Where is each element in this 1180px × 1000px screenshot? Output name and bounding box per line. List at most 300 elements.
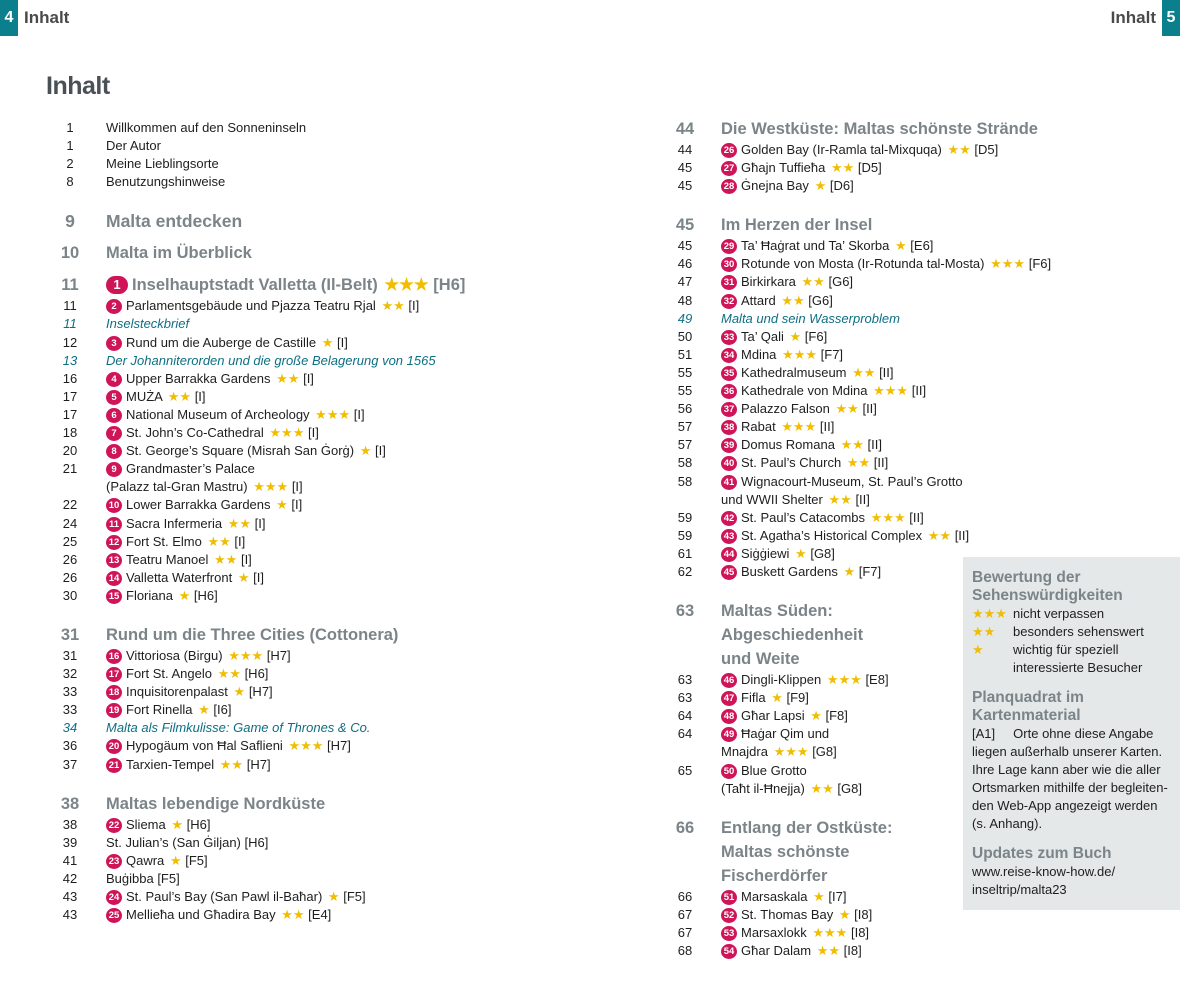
toc-entry[interactable] <box>50 587 610 605</box>
sight-number-badge: 32 <box>721 294 737 309</box>
spacer <box>50 605 610 623</box>
map-grid-ref: [F8] <box>825 708 848 724</box>
toc-title: Floriana <box>126 587 173 603</box>
map-grid-ref: [F6] <box>1028 256 1052 272</box>
toc-entry[interactable] <box>665 255 1180 273</box>
sight-number-badge: 28 <box>721 179 737 194</box>
toc-page-number: 57 <box>677 437 693 453</box>
toc-entry[interactable] <box>50 406 610 424</box>
toc-title: Teatru Manoel <box>126 551 209 567</box>
map-grid-ref: [E8] <box>865 672 889 688</box>
toc-entry[interactable] <box>665 346 1180 364</box>
sight-number-badge: 39 <box>721 438 737 453</box>
rating-stars-icon: ★★★ <box>870 509 906 525</box>
map-grid-ref: [I] <box>353 406 365 422</box>
toc-entry[interactable] <box>50 816 610 834</box>
legend-text: nicht verpassen <box>1013 606 1105 621</box>
toc-entry[interactable] <box>665 237 1180 255</box>
toc-page-number: 1 <box>66 138 74 154</box>
rating-stars-icon: ★★★ <box>315 406 351 422</box>
map-grid-ref: [I] <box>408 298 420 314</box>
toc-title: Rund um die Auberge de Castille <box>126 334 317 350</box>
toc-section-heading[interactable] <box>665 213 1180 237</box>
rating-stars-icon: ★★ <box>781 292 805 308</box>
spacer <box>50 265 610 273</box>
rating-stars-icon: ★★ <box>219 756 244 772</box>
map-grid-ref: [H6] <box>193 587 218 603</box>
toc-entry-text <box>106 756 271 774</box>
toc-entry[interactable] <box>50 533 610 551</box>
toc-entry[interactable] <box>665 310 1180 328</box>
sight-number-badge: 33 <box>721 330 737 345</box>
toc-entry-text <box>106 388 206 406</box>
map-grid-ref: [H6] <box>244 666 269 682</box>
toc-entry-text <box>721 888 846 906</box>
toc-page-number: 18 <box>62 425 78 441</box>
toc-entry[interactable] <box>50 155 610 173</box>
toc-entry-text <box>106 852 208 870</box>
toc-section-heading[interactable] <box>50 792 610 816</box>
toc-entry[interactable] <box>665 924 1180 942</box>
toc-entry[interactable] <box>50 515 610 533</box>
toc-entry[interactable] <box>50 870 610 888</box>
spacer <box>50 233 610 241</box>
map-grid-ref: [I6] <box>213 702 232 718</box>
toc-title: St. Paul’s Catacombs <box>741 509 866 525</box>
toc-entry-text <box>106 647 291 665</box>
toc-entry[interactable] <box>50 119 610 137</box>
toc-entry-text <box>721 707 848 725</box>
toc-entry[interactable] <box>50 496 610 514</box>
map-grid-ref: [I] <box>375 443 386 459</box>
toc-title: Golden Bay (Ir-Ramla tal-Mixquqa) <box>741 142 942 157</box>
toc-entry[interactable] <box>665 177 1180 195</box>
toc-entry-text <box>721 310 900 328</box>
toc-entry-text <box>721 689 809 707</box>
toc-page-number: 45 <box>677 178 693 194</box>
toc-title: Malta entdecken <box>106 211 243 232</box>
toc-entry[interactable] <box>665 400 1180 418</box>
toc-entry[interactable] <box>50 888 610 906</box>
legend-text: besonders sehenswert <box>1013 624 1144 639</box>
toc-title: Mnajdra <box>721 744 768 760</box>
rating-stars-icon: ★★ <box>830 160 855 176</box>
toc-title: Malta als Filmkulisse: Game of Thrones & Co. <box>106 720 371 736</box>
rating-stars-icon: ★ <box>321 334 334 350</box>
toc-entry-text <box>106 496 302 514</box>
map-grid-ref: [I] <box>240 551 252 567</box>
sight-number-badge: 4 <box>106 372 122 387</box>
rating-stars-icon: ★ <box>198 702 210 718</box>
toc-page-number: 63 <box>677 690 693 706</box>
sight-number-badge: 44 <box>721 547 737 562</box>
toc-title: und Weite <box>721 650 800 669</box>
map-grid-ref: [I] <box>291 479 303 495</box>
right-running-title: Inhalt <box>1110 8 1156 27</box>
rating-stars-icon: ★★ <box>840 437 864 453</box>
toc-page-number: 64 <box>677 708 693 724</box>
toc-entry[interactable] <box>665 418 1180 436</box>
toc-page-number: 21 <box>62 461 78 477</box>
rating-stars-icon <box>972 659 1013 677</box>
toc-title: Grandmaster’s Palace <box>126 461 255 477</box>
toc-page-number: 8 <box>66 174 74 190</box>
right-page-header <box>1105 0 1180 36</box>
toc-entry-text <box>106 551 252 569</box>
rating-stars-icon: ★★★ <box>990 256 1026 272</box>
updates-url-line[interactable]: inseltrip/malta23 <box>972 882 1067 897</box>
rating-stars-icon: ★ <box>327 889 340 904</box>
rating-stars-icon: ★★★ <box>782 346 818 362</box>
map-grid-ref: [D5] <box>974 142 999 157</box>
toc-page-number: 26 <box>62 569 78 585</box>
toc-entry[interactable] <box>50 719 610 737</box>
page-title: Inhalt <box>46 72 110 100</box>
toc-title: Għajn Tuffieħa <box>741 160 826 176</box>
toc-page-number: 20 <box>62 443 78 459</box>
toc-page-number: 9 <box>65 211 75 232</box>
toc-section-heading[interactable] <box>50 623 610 647</box>
rating-stars-icon: ★★★ <box>773 744 809 760</box>
rating-stars-icon: ★★ <box>281 907 305 923</box>
updates-url-line[interactable]: www.reise-know-how.de/ <box>972 864 1116 879</box>
toc-entry-text <box>721 292 833 310</box>
sight-number-badge: 31 <box>721 275 737 290</box>
toc-entry-text <box>106 155 219 173</box>
rating-stars-icon: ★★ <box>276 370 300 386</box>
toc-entry[interactable] <box>50 569 610 587</box>
toc-entry[interactable] <box>50 478 610 496</box>
toc-page-number: 12 <box>62 334 78 350</box>
toc-section-heading[interactable] <box>665 117 1180 141</box>
toc-entry[interactable] <box>50 551 610 569</box>
legend-row <box>972 659 1171 677</box>
sight-number-badge: 14 <box>106 571 122 586</box>
toc-entry[interactable] <box>665 273 1180 291</box>
map-grid-ref: [F6] <box>804 328 828 344</box>
toc-title: Għar Lapsi <box>741 708 805 724</box>
toc-title: St. George’s Square (Misrah San Ġorġ) <box>126 443 355 459</box>
toc-page-number: 62 <box>677 563 693 579</box>
toc-title: Entlang der Ostküste: <box>721 818 893 837</box>
map-grid-ref: [G8] <box>810 545 835 561</box>
toc-entry-text <box>106 315 189 333</box>
toc-page-number: 33 <box>62 684 78 700</box>
rating-stars-icon: ★ <box>813 888 825 904</box>
toc-entry[interactable] <box>665 436 1180 454</box>
toc-title: Mdina <box>741 346 777 362</box>
toc-entry[interactable] <box>50 701 610 719</box>
toc-entry[interactable] <box>665 382 1180 400</box>
sight-number-badge: 13 <box>106 553 122 568</box>
toc-title: St. Agatha’s Historical Complex <box>741 527 923 543</box>
toc-page-number: 39 <box>62 834 78 850</box>
sight-number-badge: 19 <box>106 703 122 718</box>
spacer <box>50 774 610 792</box>
map-grid-ref: [G8] <box>837 780 862 796</box>
map-grid-ref: [E4] <box>308 907 332 923</box>
sight-number-badge: 53 <box>721 926 737 941</box>
rating-stars-icon: ★ <box>359 443 372 459</box>
rating-legend <box>972 605 1171 677</box>
toc-title: Im Herzen der Insel <box>721 216 873 235</box>
sight-number-badge: 3 <box>106 336 122 351</box>
toc-title: Marsaxlokk <box>741 924 807 940</box>
toc-entry-text <box>106 297 419 315</box>
map-grid-ref: [G6] <box>828 274 854 290</box>
sight-number-badge: 46 <box>721 673 737 688</box>
toc-title: Meine Lieblingsorte <box>106 156 219 172</box>
toc-title: Inquisitorenpalast <box>126 684 228 700</box>
toc-entry-text <box>721 725 829 743</box>
toc-page-number: 42 <box>62 870 78 886</box>
toc-page-number: 59 <box>677 509 693 525</box>
toc-section-heading[interactable] <box>50 273 610 297</box>
toc-entry[interactable] <box>50 683 610 701</box>
toc-entry[interactable] <box>665 527 1180 545</box>
right-page-number: 5 <box>1162 0 1180 36</box>
toc-entry-text <box>106 137 161 155</box>
rating-stars-icon: ★ <box>771 690 783 706</box>
toc-entry[interactable] <box>50 137 610 155</box>
toc-title: Ġnejna Bay <box>741 178 809 194</box>
toc-entry[interactable] <box>50 297 610 315</box>
sight-number-badge: 6 <box>106 408 122 423</box>
sight-number-badge: 22 <box>106 818 122 833</box>
toc-page-number: 11 <box>61 276 79 295</box>
toc-title: Maltas schönste <box>721 842 850 861</box>
toc-entry[interactable] <box>50 370 610 388</box>
sight-number-badge: 40 <box>721 456 737 471</box>
toc-entry[interactable] <box>50 334 610 352</box>
toc-entry-text <box>106 241 252 265</box>
toc-page-number: 49 <box>677 310 693 326</box>
toc-entry[interactable] <box>50 834 610 852</box>
toc-entry-text <box>106 370 314 388</box>
toc-entry[interactable] <box>50 424 610 442</box>
toc-title: Sliema <box>126 816 166 832</box>
sight-number-badge: 23 <box>106 854 122 869</box>
toc-entry[interactable] <box>50 852 610 870</box>
toc-title: Fort St. Angelo <box>126 666 212 682</box>
sight-number-badge: 27 <box>721 161 737 176</box>
toc-page-number: 45 <box>675 216 695 235</box>
sight-number-badge: 42 <box>721 511 737 526</box>
sight-number-badge: 26 <box>721 143 737 158</box>
toc-title: Fischerdörfer <box>721 866 828 885</box>
toc-title: St. Julian’s (San Ġiljan) [H6] <box>106 834 269 850</box>
toc-entry-text <box>721 743 837 761</box>
rating-stars-icon: ★★★ <box>781 419 817 435</box>
toc-entry-text <box>106 209 242 233</box>
toc-page-number: 63 <box>677 672 693 688</box>
map-grid-ref: [II] <box>879 364 894 380</box>
toc-entry-text <box>721 545 835 563</box>
toc-entry[interactable] <box>665 454 1180 472</box>
toc-page-number: 68 <box>677 943 693 958</box>
rating-stars-icon: ★ <box>838 906 851 922</box>
map-grid-ref: [I8] <box>854 906 873 922</box>
toc-entry-text <box>106 515 266 533</box>
toc-title: Hypogäum von Ħal Saflieni <box>126 738 283 754</box>
toc-entry-text <box>721 237 933 255</box>
toc-title: Inselsteckbrief <box>106 316 190 332</box>
toc-title: Buskett Gardens <box>741 563 838 579</box>
toc-title: Abgeschiedenheit <box>721 626 864 645</box>
toc-page-number: 55 <box>677 364 693 380</box>
map-grid-ref: [II] <box>862 401 877 417</box>
toc-entry[interactable] <box>50 388 610 406</box>
rating-stars-icon: ★★ <box>227 515 252 531</box>
toc-entry-text <box>106 533 245 551</box>
toc-entry[interactable] <box>665 141 1180 159</box>
grid-line-text: liegen außerhalb unserer Karten. <box>972 744 1163 759</box>
toc-left-column <box>50 119 610 924</box>
toc-page-number: 30 <box>62 587 78 603</box>
toc-title: Blue Grotto <box>741 762 807 778</box>
sight-number-badge: 47 <box>721 691 737 706</box>
toc-page-number: 44 <box>675 120 695 138</box>
rating-stars-icon: ★★ <box>846 455 871 471</box>
toc-entry-text <box>721 273 853 291</box>
sight-number-badge: 52 <box>721 908 737 923</box>
toc-page-number: 55 <box>677 383 693 399</box>
left-page-header <box>0 0 75 36</box>
toc-title: Wignacourt-Museum, St. Paul’s Grotto <box>741 473 963 489</box>
grid-line-text: [A1] Orte ohne diese Angabe <box>972 726 1154 741</box>
toc-entry-text <box>721 924 869 942</box>
toc-entry[interactable] <box>665 942 1180 960</box>
toc-entry[interactable] <box>665 491 1180 509</box>
toc-section-heading[interactable] <box>50 209 610 233</box>
rating-stars-icon: ★ <box>810 708 822 724</box>
map-grid-ref: [F9] <box>786 690 809 706</box>
toc-entry[interactable] <box>665 364 1180 382</box>
rating-stars-icon: ★ <box>169 852 182 868</box>
toc-page-number: 17 <box>62 406 78 422</box>
sight-number-badge: 9 <box>106 462 122 477</box>
toc-title: Palazzo Falson <box>741 401 830 417</box>
map-grid-ref: [II] <box>819 419 835 435</box>
toc-entry-text <box>721 400 877 418</box>
sight-number-badge: 1 <box>106 276 128 294</box>
toc-entry-text <box>106 119 306 137</box>
toc-page-number: 10 <box>60 244 80 263</box>
toc-entry-text <box>721 364 894 382</box>
toc-title: Ta’ Ħaġrat und Ta’ Skorba <box>741 238 890 254</box>
toc-entry-text <box>106 683 273 701</box>
toc-title: (Taħt il-Ħnejja) <box>721 780 805 796</box>
toc-entry[interactable] <box>50 756 610 774</box>
toc-title: Der Autor <box>106 138 161 154</box>
map-grid-ref: [H7] <box>248 684 273 700</box>
toc-title: Kathedrale von Mdina <box>741 383 868 399</box>
toc-entry[interactable] <box>50 647 610 665</box>
toc-entry-text <box>721 328 827 346</box>
toc-entry-text <box>106 569 264 587</box>
map-grid-ref: [G8] <box>812 744 837 760</box>
toc-page-number: 43 <box>62 889 78 904</box>
toc-entry[interactable] <box>50 906 610 924</box>
toc-entry[interactable] <box>50 737 610 755</box>
map-grid-ref: [II] <box>909 509 924 525</box>
toc-title: Domus Romana <box>741 437 835 453</box>
toc-entry[interactable] <box>50 173 610 191</box>
rating-stars-icon: ★ <box>178 587 191 603</box>
toc-title: Maltas Süden: <box>721 602 833 621</box>
toc-entry-text <box>721 382 926 400</box>
sight-number-badge: 17 <box>106 667 122 682</box>
toc-page-number: 34 <box>62 720 78 736</box>
legend-text: wichtig für speziell <box>1013 642 1119 657</box>
toc-page-number: 47 <box>677 274 693 290</box>
toc-title: MUŻA <box>126 388 163 404</box>
toc-entry-text <box>721 213 872 237</box>
toc-entry-text <box>106 834 268 852</box>
map-grid-ref: [I] <box>303 370 314 386</box>
map-grid-ref: [H7] <box>266 647 291 663</box>
toc-entry-text <box>106 737 351 755</box>
toc-entry-text <box>721 527 969 545</box>
spacer <box>665 195 1180 213</box>
toc-entry[interactable] <box>50 665 610 683</box>
toc-entry-text <box>721 141 998 159</box>
sight-number-badge: 50 <box>721 764 737 779</box>
left-running-title: Inhalt <box>24 8 70 27</box>
rating-stars-icon: ★★ <box>816 943 841 958</box>
toc-entry-text <box>721 816 892 840</box>
toc-page-number: 67 <box>677 906 693 922</box>
rating-stars-icon: ★★ <box>972 624 996 639</box>
toc-entry-text <box>721 906 872 924</box>
toc-title: St. Thomas Bay <box>741 906 834 922</box>
toc-entry[interactable] <box>665 509 1180 527</box>
toc-title: Maltas lebendige Nordküste <box>106 794 326 813</box>
sight-number-badge: 45 <box>721 565 737 580</box>
toc-page-number: 66 <box>677 888 693 904</box>
toc-entry-text <box>721 177 854 195</box>
toc-title: Fort St. Elmo <box>126 533 202 549</box>
toc-entry[interactable] <box>50 460 610 478</box>
toc-title: Marsaskala <box>741 888 808 904</box>
toc-title: Rotunde von Mosta (Ir-Rotunda tal-Mosta) <box>741 256 985 272</box>
toc-section-heading[interactable] <box>50 241 610 265</box>
sight-number-badge: 30 <box>721 257 737 272</box>
sight-number-badge: 8 <box>106 444 122 459</box>
rating-stars-icon: ★★ <box>801 274 825 290</box>
toc-page-number: 24 <box>62 515 78 531</box>
rating-stars-icon: ★★★ <box>253 479 289 495</box>
legend-row <box>972 605 1171 623</box>
toc-entry[interactable] <box>50 442 610 460</box>
toc-title: Willkommen auf den Sonneninseln <box>106 120 307 135</box>
toc-entry[interactable] <box>50 352 610 370</box>
toc-entry[interactable] <box>665 292 1180 310</box>
toc-page-number: 44 <box>677 142 693 157</box>
updates-link[interactable] <box>972 863 1171 899</box>
toc-entry[interactable] <box>665 159 1180 177</box>
toc-title: (Palazz tal-Gran Mastru) <box>106 479 248 495</box>
toc-entry[interactable] <box>50 315 610 333</box>
toc-entry[interactable] <box>665 328 1180 346</box>
map-grid-ref: [I] <box>254 515 266 531</box>
toc-page-number: 37 <box>62 756 78 772</box>
toc-title: Mellieħa und Għadira Bay <box>126 907 276 923</box>
rating-stars-icon: ★★★ <box>826 672 862 688</box>
toc-page-number: 51 <box>677 346 693 362</box>
toc-entry[interactable] <box>665 473 1180 491</box>
toc-entry-text <box>106 478 303 496</box>
